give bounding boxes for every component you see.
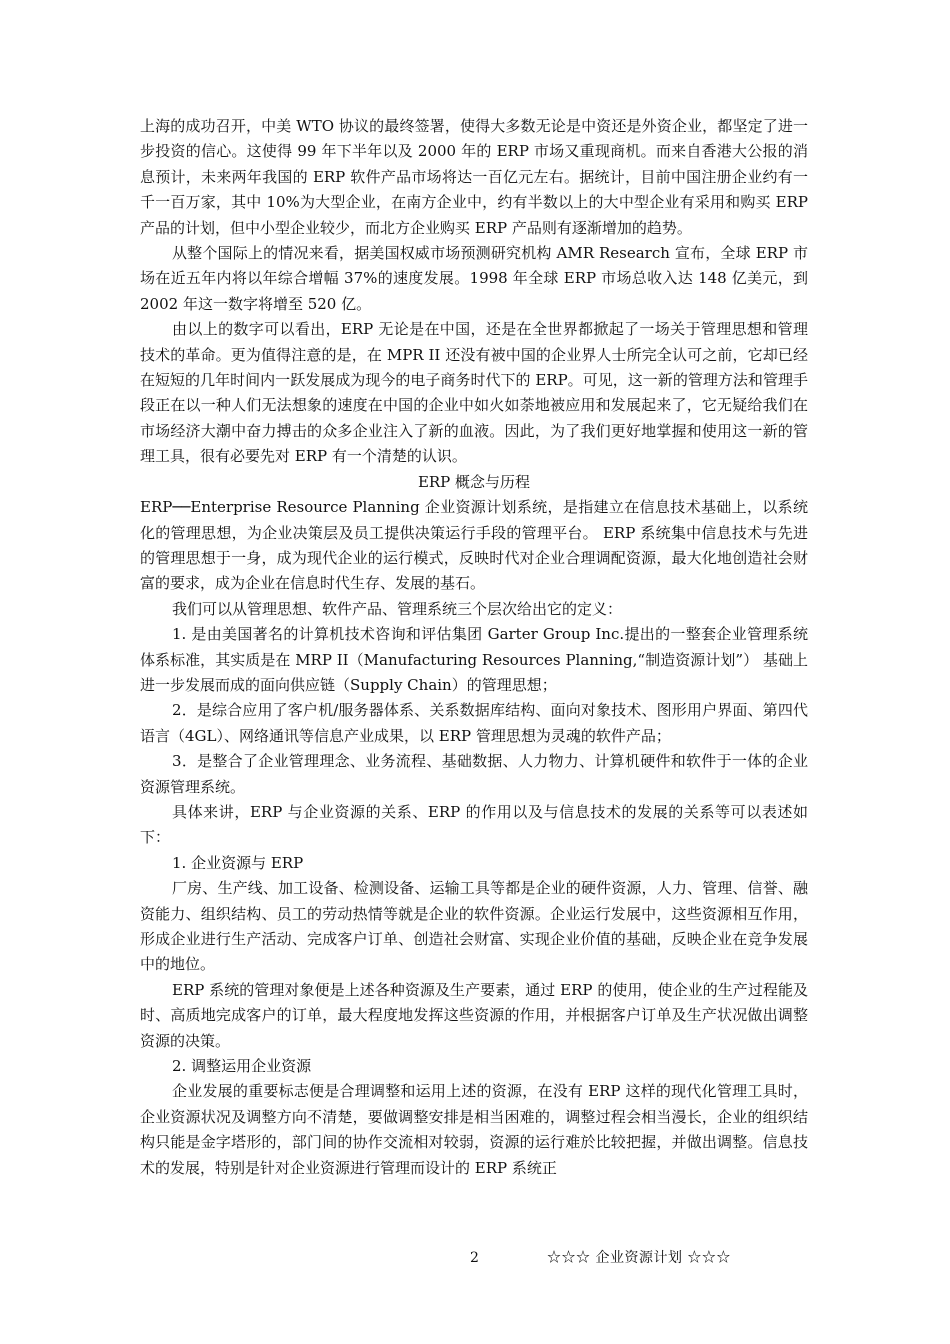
paragraph-hardware-software-resources: 厂房、生产线、加工设备、检测设备、运输工具等都是企业的硬件资源，人力、管理、信誉、融资能力、组织结构、员工的劳动热情等就是企业的软件资源。企业运行发展中，这些资源相互作用，形成企业进行生产活动、完成客户订单、创造社会财富、实现企业价值的基础，反映企业在竞争发展中的地位。 [140,879,808,974]
footer-document-title: ☆☆☆ 企业资源计划 ☆☆☆ [547,1250,731,1266]
section-heading-erp-concept: ERP 概念与历程 [417,472,531,491]
paragraph-enterprise-development: 企业发展的重要标志便是合理调整和运用上述的资源，在没有 ERP 这样的现代化管理工具时，企业资源状况及调整方向不清楚，要做调整安排是相当困难的，调整过程会相当漫长，企业的组织结构只能是金字塔形的，部门间的协作交流相对较弱，资源的运行难於比较把握，并做出调整。信息技术的发展，特别是针对企业资源进行管理而设计的 ERP 系统正 [140,1082,808,1177]
paragraph-continuation: 上海的成功召开，中美 WTO 协议的最终签署，使得大多数无论是中资还是外资企业，都坚定了进一步投资的信心。这使得 99 年下半年以及 2000 年的 ERP 市场又重现商机。而来自香港大公报的消息预计，未来两年我国的 ERP 软件产品市场将达一百亿元左右。据统计，目前中国注册企业约有一千一百万家，其中 10%为大型企业，在南方企业中，约有半数以上的大中型企业有采用和购买 ERP 产品的计划，但中小型企业较少，而北方企业购买 ERP 产品则有逐渐增加的趋势。 [140,117,808,237]
paragraph-erp-management-objects: ERP 系统的管理对象便是上述各种资源及生产要素，通过 ERP 的使用，使企业的生产过程能及时、高质地完成客户的订单，最大程度地发挥这些资源的作用，并根据客户订单及生产状况做出调整资源的决策。 [140,980,808,1050]
list-item-management-system: 3．是整合了企业管理理念、业务流程、基础数据、人力物力、计算机硬件和软件于一体的企业资源管理系统。 [140,752,808,796]
document-body [140,114,808,1181]
subheading-adjust-resources: 2. 调整运用企业资源 [172,1057,312,1076]
paragraph-three-levels: 我们可以从管理思想、软件产品、管理系统三个层次给出它的定义： [172,599,623,618]
paragraph-global-market: 从整个国际上的情况来看，据美国权威市场预测研究机构 AMR Research 宣布，全球 ERP 市场在近五年内将以年综合增幅 37%的速度发展。1998 年全球 ERP 市场总收入达 148 亿美元，到 2002 年这一数字将增至 520 亿。 [140,244,808,313]
paragraph-erp-revolution: 由以上的数字可以看出，ERP 无论是在中国，还是在全世界都掀起了一场关于管理思想和管理技术的革命。更为值得注意的是，在 MPR II 还没有被中国的企业界人士所完全认可之前，它却已经在短短的几年时间内一跃发展成为现今的电子商务时代下的 ERP。可见，这一新的管理方法和管理手段正在以一种人们无法想象的速度在中国的企业中如火如荼地被应用和发展起来了，它无疑给我们在市场经济大潮中奋力搏击的众多企业注入了新的血液。因此，为了我们更好地掌握和使用这一新的管理工具，很有必要先对 ERP 有一个清楚的认识。 [140,320,808,466]
page-footer [0,1248,950,1268]
list-item-management-thought: 1. 是由美国著名的计算机技术咨询和评估集团 Garter Group Inc.提出的一整套企业管理系统体系标准，其实质是在 MRP II（Manufacturing Resources Planning,“制造资源计划”） 基础上进一步发展而成的面向供应链（Supply Chain）的管理思想； [140,625,808,694]
subheading-enterprise-resources: 1. 企业资源与 ERP [172,853,304,872]
paragraph-specifically: 具体来讲，ERP 与企业资源的关系、ERP 的作用以及与信息技术的发展的关系等可以表述如下： [140,802,808,847]
list-item-software-product: 2．是综合应用了客户机/服务器体系、关系数据库结构、面向对象技术、图形用户界面、第四代语言（4GL）、网络通讯等信息产业成果，以 ERP 管理思想为灵魂的软件产品； [140,701,808,745]
paragraph-erp-definition: ERP──Enterprise Resource Planning 企业资源计划系统，是指建立在信息技术基础上，以系统化的管理思想，为企业决策层及员工提供决策运行手段的管理平台。 ERP 系统集中信息技术与先进的管理思想于一身，成为现代企业的运行模式，反映时代对企业合理调配资源，最大化地创造社会财富的要求，成为企业在信息时代生存、发展的基石。 [140,498,808,593]
page-number: 2 [470,1250,479,1266]
